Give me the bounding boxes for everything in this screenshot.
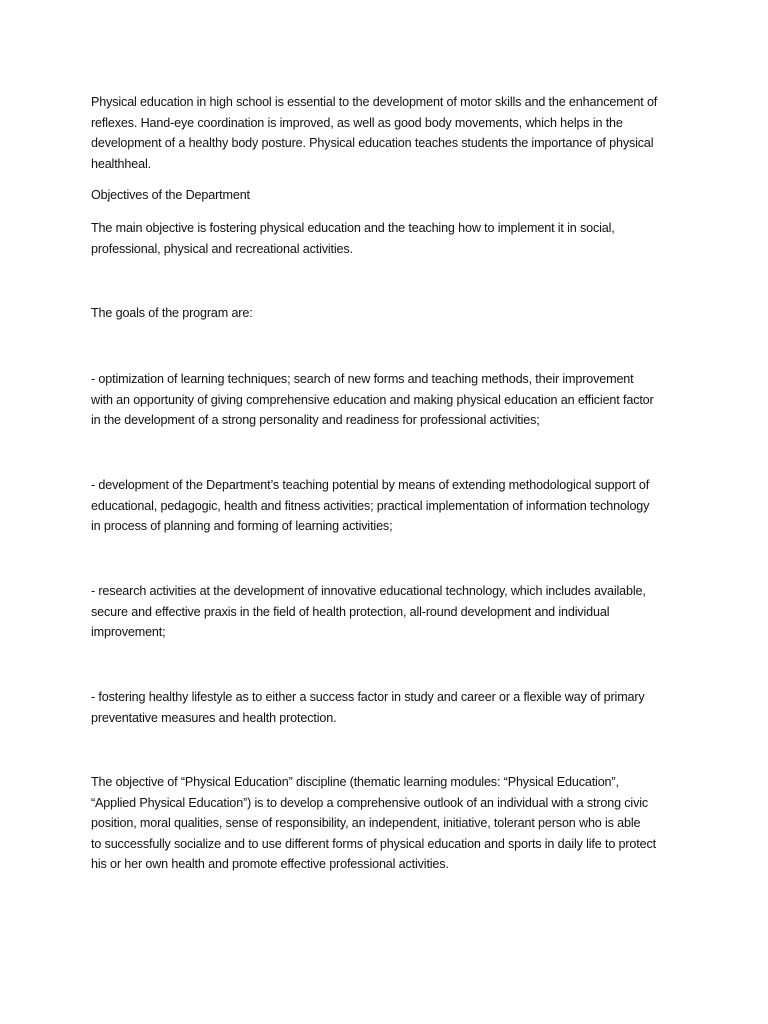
goal-line: secure and effective praxis in the field of health protection, all-round development and individual xyxy=(91,604,610,619)
goal-line: with an opportunity of giving comprehensive education and making physical education an efficient factor xyxy=(91,392,654,407)
discipline-objective-paragraph xyxy=(91,772,691,875)
discipline-objective-line: “Applied Physical Education”) is to develop a comprehensive outlook of an individual with a strong civic xyxy=(91,795,649,810)
goal-line: in the development of a strong personality and readiness for professional activities; xyxy=(91,413,540,428)
goal-line: preventative measures and health protection. xyxy=(91,710,337,725)
intro-line: Physical education in high school is essential to the development of motor skills and the enhancement of xyxy=(91,95,658,109)
intro-line: healthheal. xyxy=(91,156,151,171)
main-objective-line: The main objective is fostering physical education and the teaching how to implement it in social, xyxy=(91,221,615,235)
section-heading: Objectives of the Department xyxy=(91,188,250,202)
intro-line: development of a healthy body posture. Physical education teaches students the importance of physical xyxy=(91,136,654,151)
main-objective-line: professional, physical and recreational activities. xyxy=(91,241,353,256)
goal-item xyxy=(91,475,691,537)
discipline-objective-line: position, moral qualities, sense of responsibility, an independent, initiative, tolerant person who is able xyxy=(91,816,641,831)
discipline-objective-line: The objective of “Physical Education” discipline (thematic learning modules: “Physical Education”, xyxy=(91,775,619,789)
goal-line: - research activities at the development of innovative educational technology, which includes available, xyxy=(91,584,646,598)
main-objective-paragraph xyxy=(91,218,691,259)
goal-line: - optimization of learning techniques; search of new forms and teaching methods, their improvement xyxy=(91,372,634,386)
discipline-objective-line: to successfully socialize and to use different forms of physical education and sports in daily life to protect xyxy=(91,836,656,851)
goal-item xyxy=(91,581,691,643)
intro-line: reflexes. Hand-eye coordination is improved, as well as good body movements, which helps in the xyxy=(91,115,623,130)
goal-line: - development of the Department’s teaching potential by means of extending methodological support of xyxy=(91,478,650,492)
discipline-objective-line: his or her own health and promote effective professional activities. xyxy=(91,857,449,872)
intro-paragraph xyxy=(91,92,691,174)
goal-line: - fostering healthy lifestyle as to either a success factor in study and career or a flexible way of primary xyxy=(91,690,645,704)
goal-line: improvement; xyxy=(91,625,166,640)
goal-item xyxy=(91,369,691,431)
goal-line: educational, pedagogic, health and fitness activities; practical implementation of information technology xyxy=(91,498,650,513)
goals-intro: The goals of the program are: xyxy=(91,306,253,320)
goal-line: in process of planning and forming of learning activities; xyxy=(91,519,393,534)
goal-item xyxy=(91,687,691,728)
